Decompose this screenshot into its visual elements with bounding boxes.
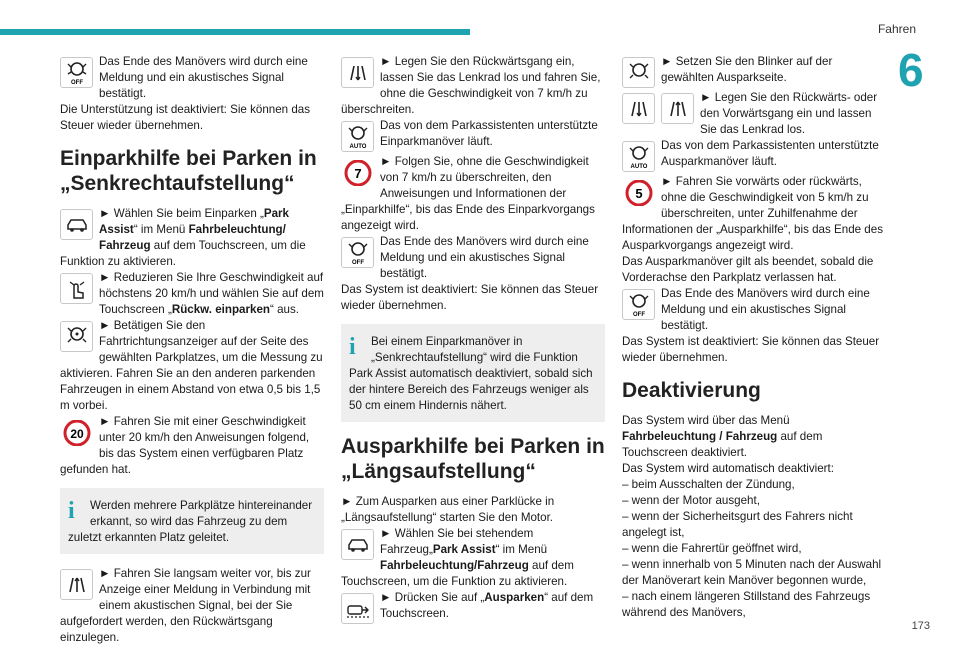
step-gear-select: ► Legen Sie den Rückwärts- oder den Vorwärtsgang ein und lassen Sie das Lenkrad los. [622,90,886,138]
paragraph: Das System wird über das Menü Fahrbeleuchtung / Fahrzeug auf dem Touchscreen deaktiviert. [622,414,823,459]
park-assist-icon [622,57,655,88]
svg-text:5: 5 [634,185,643,201]
step-speed-7: 7 ► Folgen Sie, ohne die Geschwindigkeit von 7 km/h zu überschreiten, den Anweisungen und Informationen der „Einparkhilfe“, bis das Ende des Einparkvorgangs angezeigt wird. [341,155,595,232]
step-assist-running: AUTO Das von dem Parkassistenten unterstützte Einparkmanöver läuft. [341,118,605,154]
paragraph: Das System ist deaktiviert: Sie können das Steuer wieder übernehmen. [341,283,599,312]
svg-text:7: 7 [353,165,362,181]
step-speed-20: 20 ► Fahren Sie mit einer Geschwindigkeit unter 20 km/h den Anweisungen folgend, bis das System einen verfügbaren Platz gefunden hat. [60,415,310,476]
list-item: – wenn die Fahrertür geöffnet wird, [622,542,802,555]
paragraph: Das System ist deaktiviert: Sie können das Steuer wieder übernehmen. [622,335,880,364]
step-select-park-assist: ► Wählen Sie bei stehendem Fahrzeug„Park Assist“ im Menü Fahrbeleuchtung/Fahrzeug auf dem Touchscreen, um die Funktion zu aktivieren. [341,527,574,588]
svg-text:20: 20 [69,426,84,441]
park-assist-off-icon [341,237,374,268]
svg-text:OFF: OFF [632,311,645,318]
svg-text:AUTO: AUTO [349,143,366,150]
section-title: Fahren [877,22,916,36]
step-maneuver-end [60,54,324,102]
list-item: – wenn der Motor ausgeht, [622,494,760,507]
info-box: i Werden mehrere Parkplätze hintereinander erkannt, so wird das Fahrzeug zu dem zuletzt erkannten Platz geleitet. [60,488,324,554]
svg-text:OFF: OFF [70,79,83,86]
car-icon [341,529,374,560]
park-assist-auto-icon [341,121,374,152]
step-speed-5: 5 ► Fahren Sie vorwärts oder rückwärts, ohne die Geschwindigkeit von 5 km/h zu überschreiten, unter Zuhilfenahme der Informationen der „Ausparkhilfe“, bis das Ende des Ausparkvorgangs angezeigt wird. [622,175,884,252]
column-2 [341,54,605,626]
car-icon [60,209,93,240]
paragraph: Die Unterstützung ist deaktiviert: Sie können das Steuer wieder übernehmen. [60,103,311,132]
info-box: i Bei einem Einparkmanöver in „Senkrechtaufstellung“ wird die Funktion Park Assist automatisch deaktiviert, sobald sich der hintere Bereich des Fahrzeugs weniger als 50 cm einem Hindernis nähert. [341,324,605,422]
column-3 [622,54,886,621]
info-icon: i [68,498,75,524]
deactivation-list [622,477,886,621]
list-item: – nach einem längeren Stillstand des Fahrzeugs während des Manövers, [622,590,871,619]
step-select-park-assist: ► Wählen Sie beim Einparken „Park Assist“ im Menü Fahrbeleuchtung/ Fahrzeug auf dem Touchscreen, um die Funktion zu aktivieren. [60,207,306,268]
step-press-ausparken: ► Drücken Sie auf „Ausparken“ auf dem Touchscreen. [341,590,605,626]
info-icon: i [349,334,356,360]
park-assist-auto-icon [622,141,655,172]
step-maneuver-end: OFF Das Ende des Manövers wird durch eine Meldung und ein akustisches Signal bestätigt. [622,286,886,334]
speed-limit-7-icon [341,157,374,188]
park-assist-off-icon [622,289,655,320]
park-exit-icon [341,593,374,624]
park-assist-icon [60,321,93,352]
heading-deaktivierung: Deaktivierung [622,379,761,402]
touch-hand-icon [60,273,93,304]
list-item: – wenn der Sicherheitsgurt des Fahrers nicht angelegt ist, [622,510,853,539]
heading-laengs: Ausparkhilfe bei Parken in „Längsaufstellung“ [341,435,605,483]
paragraph: Das Ausparkmanöver gilt als beendet, sobald die Vorderachse den Parkplatz verlassen hat. [622,255,874,284]
heading-senkrecht: Einparkhilfe bei Parken in „Senkrechtaufstellung“ [60,147,317,195]
step-reduce-speed: ► Reduzieren Sie Ihre Geschwindigkeit auf höchstens 20 km/h und wählen Sie auf dem Touchscreen „Rückw. einparken“ aus. [60,270,324,318]
steering-direction-icon [60,569,93,600]
step-indicator: ► Setzen Sie den Blinker auf der gewählten Ausparkseite. [622,54,886,90]
list-item: – wenn innerhalb von 5 Minuten nach der Auswahl der Manöverart kein Manöver begonnen wurde, [622,558,882,587]
chapter-number: 6 [898,44,924,96]
paragraph: ► Zum Ausparken aus einer Parklücke in „Längsaufstellung“ starten Sie den Motor. [341,495,555,524]
step-move-forward: ► Fahren Sie langsam weiter vor, bis zur Anzeige einer Meldung in Verbindung mit einem akustischen Signal, bei der Sie aufgefordert werden, den Rückwärtsgang einzulegen. [60,567,311,644]
forward-direction-icon [661,93,694,124]
chapter-color-bar [0,29,470,35]
step-reverse-gear: ► Legen Sie den Rückwärtsgang ein, lassen Sie das Lenkrad los und fahren Sie, ohne die Geschwindigkeit von 7 km/h zu überschreiten. [341,55,601,116]
step-indicator: ► Betätigen Sie den Fahrtrichtungsanzeiger auf der Seite des gewählten Parkplatzes, um die Messung zu aktivieren. Fahren Sie an den anderen parkenden Fahrzeugen in einem Abstand von etwa 0,5 bis 1,5 m vorbei. [60,319,323,412]
reverse-direction-icon [622,93,655,124]
list-item: – beim Ausschalten der Zündung, [622,478,795,491]
step-maneuver-end: OFF Das Ende des Manövers wird durch eine Meldung und ein akustisches Signal bestätigt. [341,234,605,282]
svg-text:OFF: OFF [351,259,364,266]
text: Das Ende des Manövers wird durch eine Meldung und ein akustisches Signal bestätigt. [99,55,308,100]
paragraph: Das System wird automatisch deaktiviert: [622,462,834,475]
page-number: 173 [911,620,930,632]
park-assist-off-icon [60,57,93,88]
speed-limit-20-icon [60,417,93,448]
svg-text:AUTO: AUTO [630,163,647,170]
reverse-direction-icon [341,57,374,88]
step-assist-running: AUTO Das von dem Parkassistenten unterstützte Ausparkmanöver läuft. [622,138,886,174]
column-1 [60,54,324,646]
speed-limit-5-icon [622,177,655,208]
